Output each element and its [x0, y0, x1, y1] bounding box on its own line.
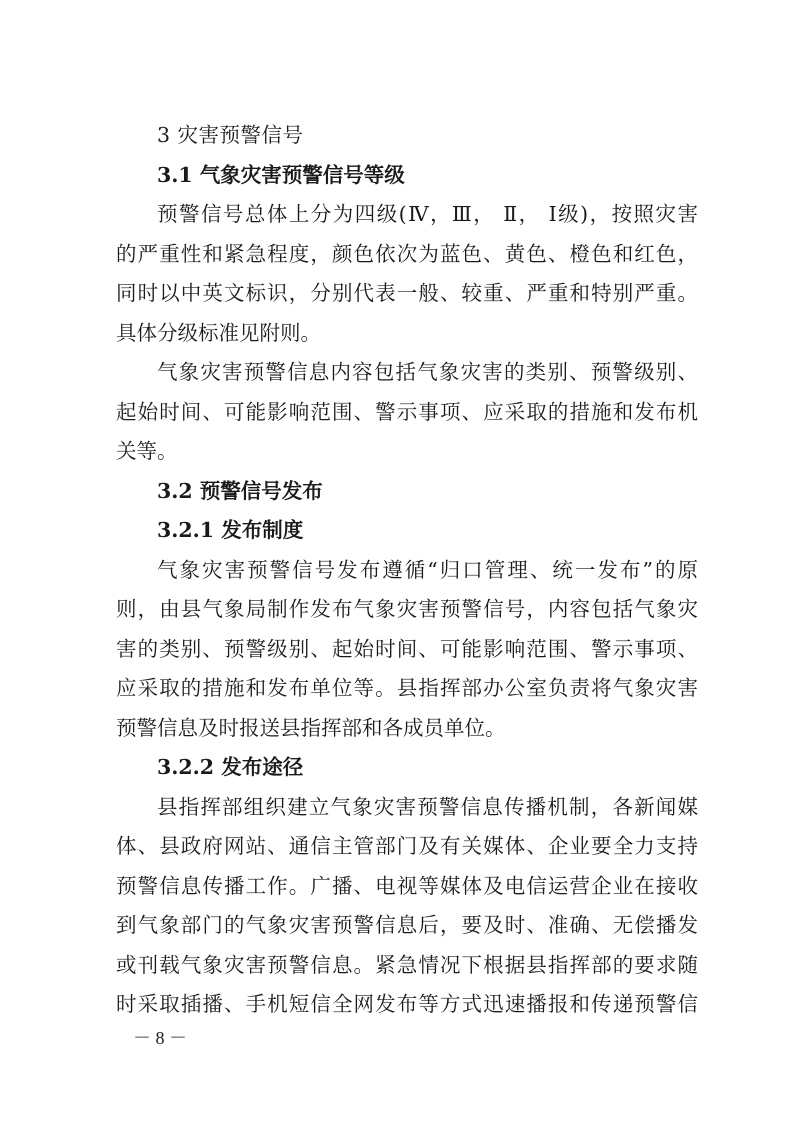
paragraph-line: 具体分级标准见附则。	[116, 320, 321, 345]
section-3-2-1-title: 3.2.1 发布制度	[157, 518, 304, 542]
section-3-1-title: 3.1 气象灾害预警信号等级	[157, 162, 405, 187]
paragraph-line: 起始时间、可能影响范围、警示事项、应采取的措施和发布机	[116, 399, 698, 424]
section-3-title: 3 灾害预警信号	[157, 123, 304, 147]
paragraph-line: 预警信息传播工作。广播、电视等媒体及电信运营企业在接收	[116, 873, 698, 898]
paragraph-line: 到气象部门的气象灾害预警信息后，要及时、准确、无偿播发	[116, 913, 698, 937]
paragraph-line: 预警信号总体上分为四级(Ⅳ，Ⅲ， Ⅱ， Ⅰ级)，按照灾害	[157, 202, 698, 226]
paragraph-line: 同时以中英文标识，分别代表一般、较重、严重和特别严重。	[116, 281, 698, 305]
paragraph-line: 则，由县气象局制作发布气象灾害预警信号，内容包括气象灾	[116, 597, 698, 621]
paragraph-line: 气象灾害预警信息内容包括气象灾害的类别、预警级别、	[157, 360, 698, 384]
paragraph-3-1-a	[116, 195, 698, 353]
section-3-2-2-title: 3.2.2 发布途径	[157, 755, 304, 779]
paragraph-line: 预警信息及时报送县指挥部和各成员单位。	[116, 715, 506, 740]
paragraph-line: 县指挥部组织建立气象灾害预警信息传播机制，各新闻媒	[157, 794, 698, 819]
paragraph-line: 或刊载气象灾害预警信息。紧急情况下根据县指挥部的要求随	[116, 952, 698, 977]
paragraph-line: 害的类别、预警级别、起始时间、可能影响范围、警示事项、	[116, 636, 698, 661]
paragraph-3-2-2	[116, 788, 698, 1025]
paragraph-line: 气象灾害预警信号发布遵循“归口管理、统一发布”的原	[157, 557, 698, 582]
paragraph-line: 时采取插播、手机短信全网发布等方式迅速播报和传递预警信	[116, 992, 698, 1016]
page-number: － 8 －	[133, 1028, 187, 1048]
document-page	[116, 116, 698, 1025]
paragraph-3-2-1	[116, 551, 698, 749]
section-3-2-title: 3.2 预警信号发布	[157, 478, 323, 503]
paragraph-line: 的严重性和紧急程度，颜色依次为蓝色、黄色、橙色和红色，	[116, 241, 698, 266]
paragraph-line: 关等。	[116, 439, 178, 463]
paragraph-3-1-b	[116, 353, 698, 472]
paragraph-line: 应采取的措施和发布单位等。县指挥部办公室负责将气象灾害	[116, 676, 698, 700]
paragraph-line: 体、县政府网站、通信主管部门及有关媒体、企业要全力支持	[116, 834, 698, 858]
